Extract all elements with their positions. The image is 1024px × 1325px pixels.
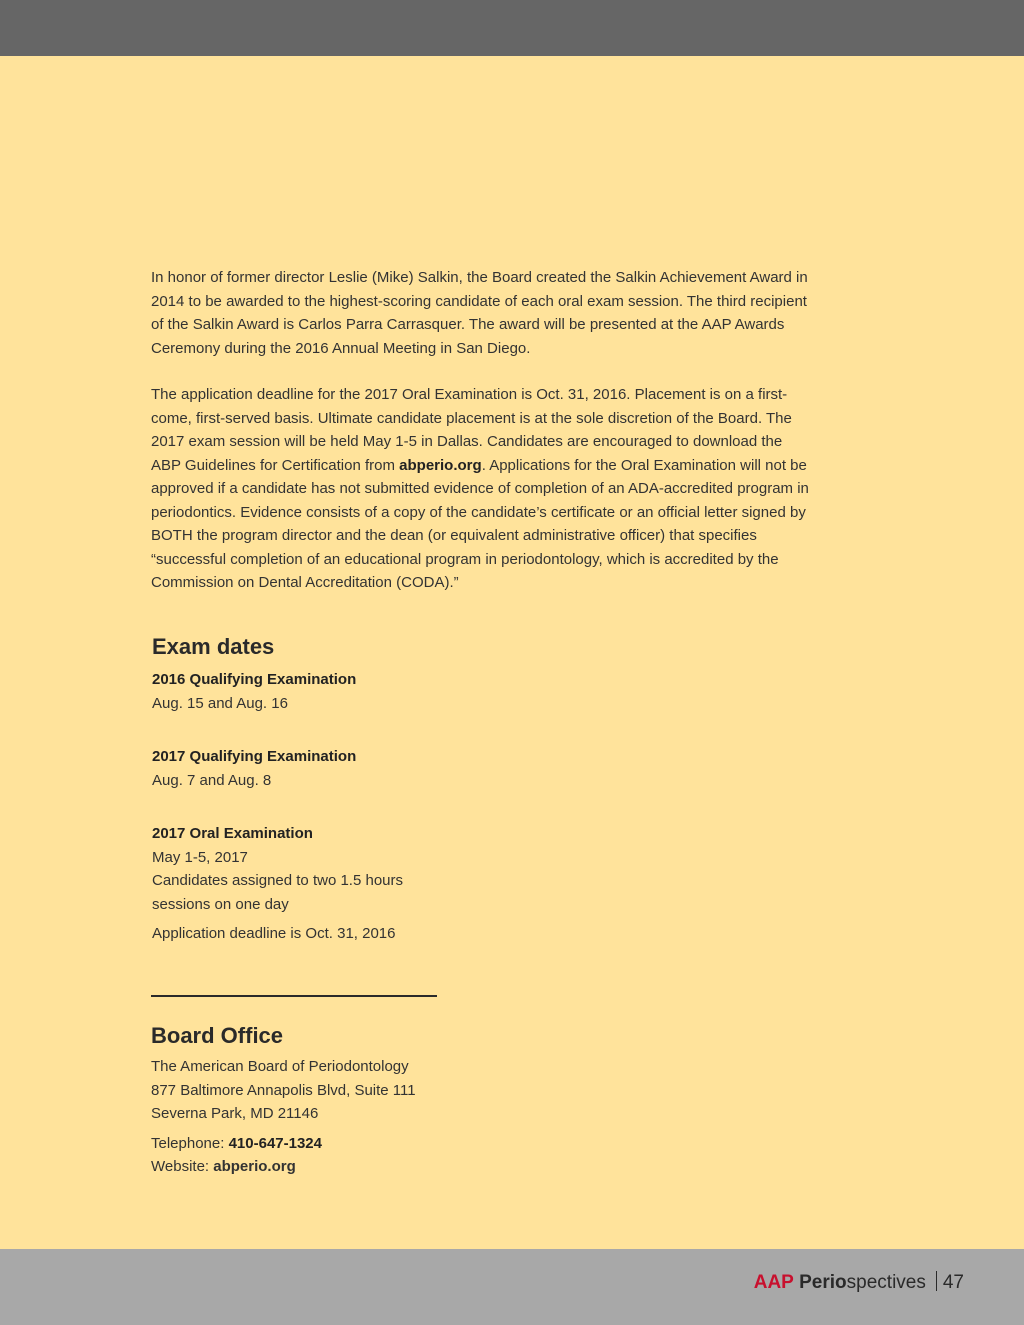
brand-perio: Perio — [799, 1272, 847, 1293]
exam-title: 2017 Oral Examination — [152, 825, 313, 842]
board-office-section — [151, 1021, 571, 1179]
board-office-heading: Board Office — [151, 1023, 284, 1048]
office-address-line: Severna Park, MD 21146 — [151, 1105, 319, 1122]
publication-brand — [754, 1271, 964, 1295]
exam-item — [152, 745, 552, 792]
office-address-line: 877 Baltimore Annapolis Blvd, Suite 111 — [151, 1081, 416, 1099]
salkin-award-paragraph: In honor of former director Leslie (Mike) Salkin, the Board created the Salkin Achievement Award in 2014 to be awarded to the highest-scoring candidate of each oral exam session. The third recipient of the Salkin Award is Carlos Parra Carrasquer. The award will be presented at the AAP Awards Ceremony during the 2016 Annual Meeting in San Diego. — [151, 269, 808, 357]
footer-bar — [0, 1249, 1024, 1325]
exam-dates-section — [152, 632, 552, 976]
office-name: The American Board of Periodontology — [151, 1058, 409, 1075]
exam-dates-heading: Exam dates — [152, 634, 275, 659]
exam-title: 2016 Qualifying Examination — [152, 671, 357, 688]
website-link[interactable]: abperio.org — [213, 1158, 296, 1175]
application-deadline-paragraph — [151, 383, 811, 595]
article-body — [151, 266, 811, 618]
brand-aap: AAP — [753, 1272, 794, 1293]
exam-dates: Aug. 7 and Aug. 8 — [152, 771, 272, 789]
brand-spectives: spectives — [846, 1272, 926, 1293]
page-number: 47 — [942, 1272, 964, 1293]
top-bar — [0, 0, 1024, 56]
exam-detail: sessions on one day — [152, 895, 289, 913]
exam-title: 2017 Qualifying Examination — [152, 748, 357, 765]
footer-separator — [936, 1271, 937, 1291]
exam-deadline-note: Application deadline is Oct. 31, 2016 — [152, 925, 396, 942]
exam-detail: Candidates assigned to two 1.5 hours — [152, 872, 403, 889]
section-divider — [151, 995, 437, 997]
exam-item — [152, 668, 552, 715]
exam-dates: Aug. 15 and Aug. 16 — [152, 694, 288, 712]
office-website — [151, 1155, 571, 1179]
exam-item — [152, 822, 552, 946]
paragraph-text: The application deadline for the 2017 Oral Examination is Oct. 31, 2016. Placement is on a first-come, first-served basis. Ultimate candidate placement is at the sole discretion of the Board. The 2017 exam session will be held May 1-5 in Dallas. Candidates are encouraged to download the ABP Guidelines for Certification from — [151, 386, 792, 474]
telephone-label: Telephone: — [151, 1134, 229, 1152]
website-label: Website: — [151, 1158, 214, 1175]
paragraph-text: . Applications for the Oral Examination will not be approved if a candidate has not submitted evidence of completion of an ADA-accredited program in periodontics. Evidence consists of a copy of the candidate’s certificate or an official letter signed by BOTH the program director and the dean (or equivalent administrative officer) that specifies “successful completion of an educational program in periodontology, which is accredited by the Commission on Dental Accreditation (CODA).” — [151, 456, 809, 591]
office-telephone — [151, 1132, 571, 1156]
abperio-link[interactable]: abperio.org — [399, 456, 482, 474]
exam-dates: May 1-5, 2017 — [152, 848, 248, 866]
telephone-number[interactable]: 410-647-1324 — [228, 1134, 322, 1152]
